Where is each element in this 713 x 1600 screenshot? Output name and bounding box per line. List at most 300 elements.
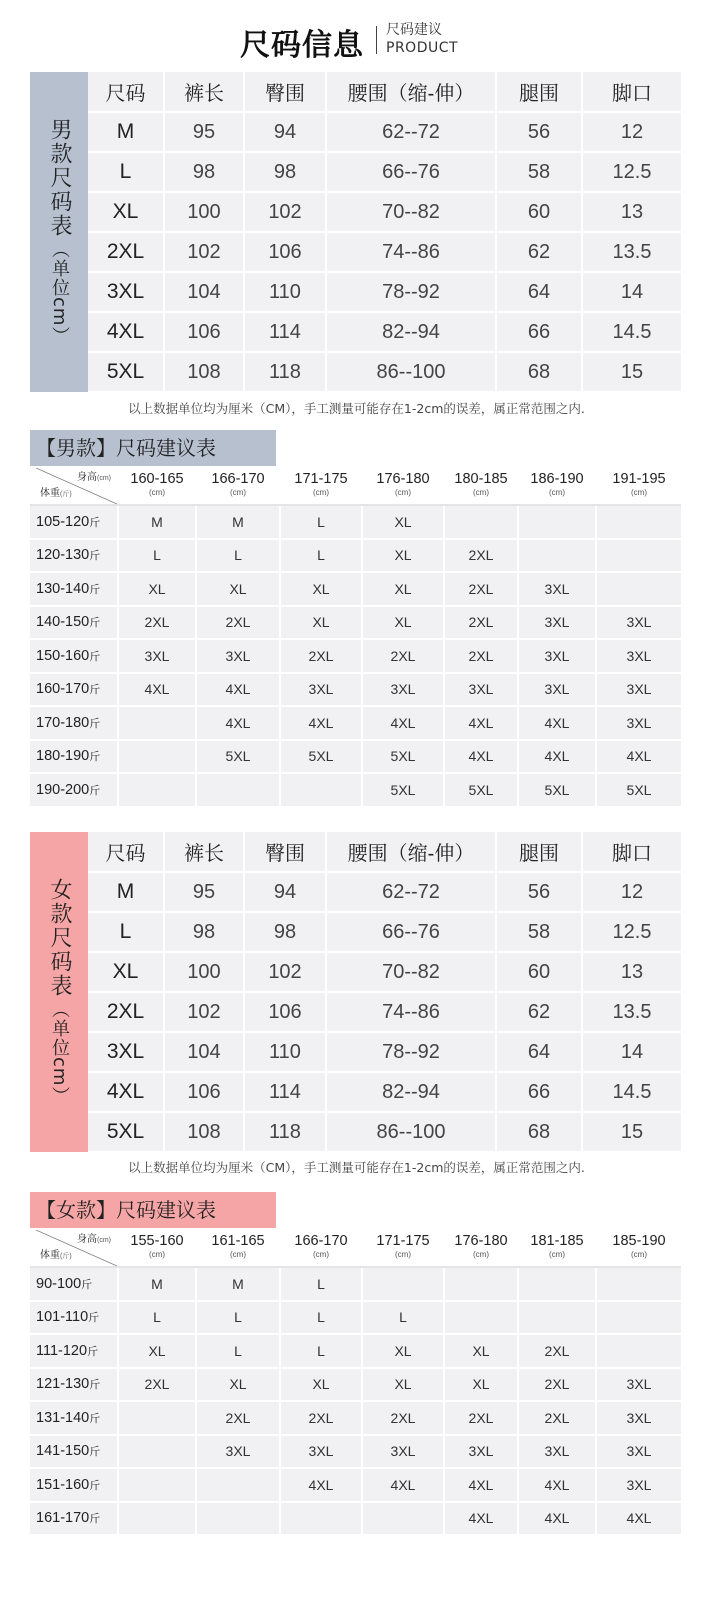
height-range: 166-170 [294, 1233, 348, 1249]
men-side-label [30, 72, 88, 392]
measure-header-cell: 裤长 [164, 72, 244, 112]
corner-height-unit: (cm) [97, 1237, 111, 1244]
height-range: 176-180 [454, 1233, 508, 1249]
measure-header-cell: 臀围 [244, 72, 326, 112]
weight-range: 140-150 [36, 614, 90, 631]
measure-row [88, 192, 681, 232]
measure-cell: 14.5 [582, 312, 681, 352]
rec-size-cell: L [196, 539, 280, 573]
measure-row [88, 272, 681, 312]
rec-size-cell [444, 1267, 518, 1301]
rec-size-cell: 3XL [596, 1368, 681, 1402]
height-range: 160-165 [130, 471, 184, 487]
page-header [0, 14, 713, 64]
rec-row [30, 1368, 681, 1402]
height-unit: (cm) [313, 1250, 329, 1259]
measure-header-cell: 臀围 [244, 832, 326, 872]
rec-row [30, 505, 681, 539]
measure-row [88, 1112, 681, 1152]
height-header-cell [280, 468, 362, 505]
rec-row [30, 1301, 681, 1335]
rec-size-cell: 3XL [280, 1435, 362, 1469]
weight-cell [30, 572, 118, 606]
rec-size-cell: 2XL [444, 539, 518, 573]
measure-cell: 108 [164, 1112, 244, 1152]
rec-size-cell: 3XL [518, 572, 596, 606]
measure-cell: 114 [244, 1072, 326, 1112]
weight-unit: 斤 [89, 751, 101, 764]
rec-size-cell: 4XL [518, 1468, 596, 1502]
corner-height-label: 身高 [77, 1234, 97, 1245]
measure-row [88, 912, 681, 952]
measure-cell: 106 [244, 992, 326, 1032]
measure-cell: 14.5 [582, 1072, 681, 1112]
measure-cell: 104 [164, 1032, 244, 1072]
measure-cell: 118 [244, 352, 326, 392]
height-unit: (cm) [149, 1250, 165, 1259]
rec-size-cell: 2XL [444, 1401, 518, 1435]
rec-row [30, 1468, 681, 1502]
measure-cell: 14 [582, 272, 681, 312]
rec-size-cell: 5XL [196, 740, 280, 774]
rec-row [30, 1435, 681, 1469]
height-range: 185-190 [612, 1233, 666, 1249]
rec-size-cell: 4XL [518, 706, 596, 740]
measure-header-cell: 裤长 [164, 832, 244, 872]
weight-cell [30, 639, 118, 673]
rec-size-cell: 2XL [362, 639, 444, 673]
rec-size-cell: 2XL [280, 1401, 362, 1435]
rec-size-cell: 3XL [596, 1435, 681, 1469]
measure-row [88, 152, 681, 192]
size-cell: 5XL [88, 1112, 164, 1152]
rec-size-cell: XL [362, 539, 444, 573]
rec-row [30, 606, 681, 640]
measure-header-cell: 腿围 [496, 72, 582, 112]
measure-cell: 102 [164, 232, 244, 272]
rec-size-cell: 3XL [518, 673, 596, 707]
measure-cell: 66 [496, 312, 582, 352]
measure-cell: 13 [582, 952, 681, 992]
rec-size-cell: XL [362, 1334, 444, 1368]
weight-range: 105-120 [36, 513, 90, 530]
weight-cell [30, 673, 118, 707]
rec-row [30, 1334, 681, 1368]
measure-cell: 118 [244, 1112, 326, 1152]
size-cell: 3XL [88, 272, 164, 312]
measure-cell: 15 [582, 352, 681, 392]
rec-size-cell: 3XL [596, 606, 681, 640]
height-range: 181-185 [530, 1233, 584, 1249]
rec-size-cell: 3XL [518, 606, 596, 640]
measure-header-cell: 腿围 [496, 832, 582, 872]
weight-unit: 斤 [81, 1278, 93, 1291]
measure-cell: 106 [164, 1072, 244, 1112]
rec-row [30, 740, 681, 774]
height-range: 171-175 [294, 471, 348, 487]
rec-size-cell: 3XL [444, 673, 518, 707]
weight-cell [30, 1502, 118, 1536]
measure-header-cell: 脚口 [582, 832, 681, 872]
measure-cell: 56 [496, 872, 582, 912]
rec-size-cell: M [196, 1267, 280, 1301]
rec-size-cell: XL [362, 1368, 444, 1402]
weight-range: 160-170 [36, 681, 90, 698]
measure-cell: 12 [582, 872, 681, 912]
rec-size-cell: 3XL [362, 673, 444, 707]
measure-cell: 78--92 [326, 1032, 496, 1072]
rec-size-cell [118, 773, 196, 807]
weight-cell [30, 1267, 118, 1301]
measure-header-cell: 脚口 [582, 72, 681, 112]
height-header-cell [518, 468, 596, 505]
measure-cell: 94 [244, 112, 326, 152]
rec-size-cell: 3XL [196, 639, 280, 673]
rec-size-cell [118, 1435, 196, 1469]
rec-row [30, 539, 681, 573]
height-unit: (cm) [631, 1250, 647, 1259]
women-measure-section [30, 832, 681, 1152]
rec-size-cell [596, 505, 681, 539]
measure-cell: 68 [496, 352, 582, 392]
rec-size-cell: L [362, 1301, 444, 1335]
height-unit: (cm) [473, 1250, 489, 1259]
rec-size-cell: 5XL [362, 773, 444, 807]
height-header-cell [444, 468, 518, 505]
measure-cell: 60 [496, 192, 582, 232]
rec-size-cell: 5XL [596, 773, 681, 807]
rec-size-cell: 3XL [118, 639, 196, 673]
height-range: 171-175 [376, 1233, 430, 1249]
rec-size-cell: 2XL [118, 1368, 196, 1402]
size-cell: L [88, 152, 164, 192]
weight-cell [30, 740, 118, 774]
measure-cell: 13.5 [582, 232, 681, 272]
height-header-cell [362, 1230, 444, 1267]
rec-size-cell: 2XL [518, 1401, 596, 1435]
weight-range: 180-190 [36, 748, 90, 765]
rec-size-cell: M [196, 505, 280, 539]
measure-cell: 70--82 [326, 192, 496, 232]
weight-cell [30, 773, 118, 807]
weight-cell [30, 1368, 118, 1402]
rec-size-cell [596, 572, 681, 606]
measure-row [88, 952, 681, 992]
rec-size-cell: 4XL [596, 1502, 681, 1536]
weight-cell [30, 1301, 118, 1335]
men-rec-table [30, 468, 681, 808]
measure-header-cell: 尺码 [88, 72, 164, 112]
rec-size-cell [518, 539, 596, 573]
weight-unit: 斤 [89, 550, 101, 563]
rec-size-cell [196, 1468, 280, 1502]
rec-size-cell: 2XL [280, 639, 362, 673]
measure-cell: 78--92 [326, 272, 496, 312]
measure-cell: 86--100 [326, 1112, 496, 1152]
weight-unit: 斤 [89, 516, 101, 529]
rec-size-cell [518, 1301, 596, 1335]
measure-cell: 62 [496, 992, 582, 1032]
rec-size-cell: 3XL [596, 1401, 681, 1435]
men-side-label-unit: （单位cm） [49, 240, 70, 346]
rec-size-cell: 3XL [280, 673, 362, 707]
men-side-label-title: 男款尺码表 [47, 118, 72, 239]
weight-cell [30, 1468, 118, 1502]
measure-cell: 82--94 [326, 1072, 496, 1112]
measure-cell: 110 [244, 272, 326, 312]
women-measure-table [88, 832, 681, 1153]
measure-row [88, 232, 681, 272]
measure-header-row [88, 832, 681, 872]
rec-size-cell: 3XL [518, 1435, 596, 1469]
rec-size-cell [596, 1301, 681, 1335]
size-cell: L [88, 912, 164, 952]
height-header-cell [118, 468, 196, 505]
rec-row [30, 673, 681, 707]
height-unit: (cm) [149, 488, 165, 497]
weight-unit: 斤 [89, 1479, 101, 1492]
rec-size-cell: 4XL [196, 706, 280, 740]
weight-range: 90-100 [36, 1275, 82, 1292]
weight-cell [30, 1334, 118, 1368]
weight-unit: 斤 [87, 1345, 99, 1358]
rec-size-cell: 2XL [444, 606, 518, 640]
measure-row [88, 352, 681, 392]
measure-cell: 102 [244, 952, 326, 992]
size-cell: 4XL [88, 312, 164, 352]
measure-cell: 98 [244, 912, 326, 952]
corner-height-label: 身高 [77, 472, 97, 483]
measure-cell: 74--86 [326, 992, 496, 1032]
weight-cell [30, 606, 118, 640]
rec-size-cell: XL [444, 1368, 518, 1402]
height-header-cell [596, 1230, 681, 1267]
weight-range: 141-150 [36, 1443, 90, 1460]
measure-cell: 66 [496, 1072, 582, 1112]
measure-row [88, 1032, 681, 1072]
rec-size-cell: XL [118, 1334, 196, 1368]
height-unit: (cm) [631, 488, 647, 497]
rec-size-cell: 3XL [596, 673, 681, 707]
weight-range: 111-120 [36, 1342, 88, 1359]
weight-range: 161-170 [36, 1510, 90, 1527]
women-side-label [30, 832, 88, 1152]
page-subtitle-en: PRODUCT [386, 40, 459, 56]
height-unit: (cm) [395, 1250, 411, 1259]
measure-cell: 100 [164, 192, 244, 232]
height-header-cell [444, 1230, 518, 1267]
rec-size-cell [118, 1401, 196, 1435]
height-unit: (cm) [549, 488, 565, 497]
size-cell: M [88, 872, 164, 912]
rec-row [30, 1502, 681, 1536]
measure-cell: 106 [164, 312, 244, 352]
rec-size-cell: 4XL [444, 740, 518, 774]
weight-unit: 斤 [89, 1379, 101, 1392]
rec-size-cell: 5XL [444, 773, 518, 807]
measure-cell: 13.5 [582, 992, 681, 1032]
height-header-cell [196, 468, 280, 505]
rec-row [30, 1267, 681, 1301]
rec-size-cell: 3XL [596, 1468, 681, 1502]
measure-cell: 62--72 [326, 872, 496, 912]
rec-size-cell [362, 1502, 444, 1536]
rec-size-cell [518, 505, 596, 539]
rec-size-cell [596, 1267, 681, 1301]
size-cell: 2XL [88, 232, 164, 272]
rec-size-cell: 3XL [596, 639, 681, 673]
rec-size-cell: XL [362, 505, 444, 539]
measure-cell: 104 [164, 272, 244, 312]
rec-size-cell: 2XL [518, 1334, 596, 1368]
rec-size-cell: 5XL [362, 740, 444, 774]
rec-size-cell: 2XL [196, 1401, 280, 1435]
rec-header-row [30, 1230, 681, 1267]
rec-size-cell: 3XL [362, 1435, 444, 1469]
height-unit: (cm) [549, 1250, 565, 1259]
rec-size-cell [518, 1267, 596, 1301]
rec-size-cell: XL [196, 572, 280, 606]
rec-header-row [30, 468, 681, 505]
rec-size-cell: XL [280, 1368, 362, 1402]
women-measure-note: 以上数据单位均为厘米（CM），手工测量可能存在1-2cm的误差，属正常范围之内. [128, 1160, 585, 1175]
rec-size-cell: 4XL [362, 1468, 444, 1502]
weight-unit: 斤 [89, 617, 101, 630]
rec-size-cell [362, 1267, 444, 1301]
rec-size-cell [196, 1502, 280, 1536]
corner-height-unit: (cm) [97, 475, 111, 482]
rec-size-cell: L [118, 539, 196, 573]
weight-unit: 斤 [89, 1412, 101, 1425]
measure-cell: 56 [496, 112, 582, 152]
rec-size-cell: 4XL [444, 1502, 518, 1536]
rec-size-cell [596, 1334, 681, 1368]
corner-weight-label: 体重 [40, 488, 60, 499]
size-cell: M [88, 112, 164, 152]
height-range: 180-185 [454, 471, 508, 487]
rec-size-cell: L [280, 1301, 362, 1335]
rec-size-cell: 2XL [444, 639, 518, 673]
measure-cell: 102 [244, 192, 326, 232]
rec-size-cell: 2XL [118, 606, 196, 640]
rec-size-cell: XL [118, 572, 196, 606]
measure-cell: 13 [582, 192, 681, 232]
height-range: 176-180 [376, 471, 430, 487]
rec-size-cell: 4XL [518, 1502, 596, 1536]
measure-cell: 86--100 [326, 352, 496, 392]
height-range: 186-190 [530, 471, 584, 487]
height-header-cell [518, 1230, 596, 1267]
rec-size-cell: 2XL [196, 606, 280, 640]
measure-cell: 94 [244, 872, 326, 912]
measure-cell: 64 [496, 1032, 582, 1072]
rec-size-cell: XL [362, 572, 444, 606]
measure-row [88, 1072, 681, 1112]
rec-row [30, 773, 681, 807]
rec-size-cell [118, 1468, 196, 1502]
weight-cell [30, 706, 118, 740]
weight-unit: 斤 [89, 1513, 101, 1526]
measure-cell: 70--82 [326, 952, 496, 992]
measure-cell: 98 [164, 152, 244, 192]
measure-row [88, 312, 681, 352]
measure-cell: 66--76 [326, 152, 496, 192]
size-cell: XL [88, 192, 164, 232]
rec-size-cell [444, 505, 518, 539]
corner-weight-label: 体重 [40, 1250, 60, 1261]
measure-cell: 98 [244, 152, 326, 192]
measure-cell: 12 [582, 112, 681, 152]
measure-cell: 15 [582, 1112, 681, 1152]
weight-unit: 斤 [88, 1312, 100, 1325]
measure-cell: 114 [244, 312, 326, 352]
height-range: 191-195 [612, 471, 666, 487]
weight-cell [30, 505, 118, 539]
rec-size-cell: L [196, 1334, 280, 1368]
measure-header-cell: 腰围（缩-伸） [326, 72, 496, 112]
weight-unit: 斤 [89, 650, 101, 663]
rec-size-cell: 3XL [196, 1435, 280, 1469]
women-rec-title: 【女款】尺码建议表 [30, 1192, 276, 1228]
height-range: 161-165 [211, 1233, 265, 1249]
weight-range: 131-140 [36, 1409, 90, 1426]
title-divider [376, 26, 377, 54]
rec-size-cell: 4XL [596, 740, 681, 774]
rec-size-cell [118, 1502, 196, 1536]
rec-corner-cell [30, 468, 118, 505]
rec-size-cell [196, 773, 280, 807]
height-unit: (cm) [473, 488, 489, 497]
rec-size-cell: L [118, 1301, 196, 1335]
weight-range: 101-110 [36, 1309, 89, 1326]
measure-cell: 108 [164, 352, 244, 392]
measure-cell: 66--76 [326, 912, 496, 952]
rec-size-cell [118, 740, 196, 774]
measure-row [88, 992, 681, 1032]
men-rec-title: 【男款】尺码建议表 [30, 430, 276, 466]
weight-range: 130-140 [36, 580, 90, 597]
women-side-label-unit: （单位cm） [49, 1000, 70, 1106]
rec-size-cell: 3XL [596, 706, 681, 740]
rec-size-cell: 4XL [280, 1468, 362, 1502]
women-rec-table [30, 1230, 681, 1536]
rec-size-cell: XL [280, 572, 362, 606]
rec-size-cell: 4XL [280, 706, 362, 740]
measure-cell: 95 [164, 872, 244, 912]
rec-size-cell: 2XL [362, 1401, 444, 1435]
height-unit: (cm) [313, 488, 329, 497]
rec-size-cell: 2XL [518, 1368, 596, 1402]
measure-cell: 68 [496, 1112, 582, 1152]
weight-range: 151-160 [36, 1476, 90, 1493]
size-cell: 3XL [88, 1032, 164, 1072]
measure-cell: 106 [244, 232, 326, 272]
rec-size-cell: 4XL [518, 740, 596, 774]
measure-cell: 110 [244, 1032, 326, 1072]
weight-cell [30, 1435, 118, 1469]
weight-unit: 斤 [89, 717, 101, 730]
height-range: 155-160 [130, 1233, 184, 1249]
weight-range: 121-130 [36, 1376, 90, 1393]
rec-corner-cell [30, 1230, 118, 1267]
height-header-cell [362, 468, 444, 505]
page-title: 尺码信息 [240, 28, 364, 63]
size-cell: 5XL [88, 352, 164, 392]
rec-size-cell: L [196, 1301, 280, 1335]
measure-row [88, 872, 681, 912]
weight-unit: 斤 [89, 583, 101, 596]
rec-size-cell: XL [280, 606, 362, 640]
